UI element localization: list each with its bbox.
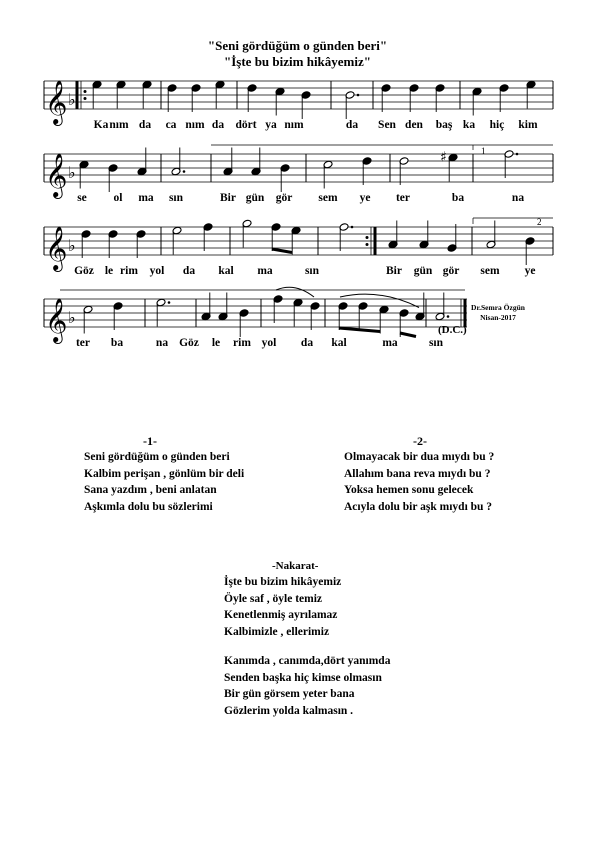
lyric-syllable: dört <box>235 119 257 131</box>
lyric-syllable: nım <box>185 119 205 131</box>
lyric-syllable: rim <box>120 265 138 277</box>
lyric-syllable: ter <box>395 192 411 204</box>
refrain-line: Kenetlenmiş ayrılamaz <box>224 609 338 621</box>
lyric-syllable: gör <box>442 265 460 277</box>
first-ending-number: 1 <box>481 146 486 156</box>
refrain-line: Kalbimizle , ellerimiz <box>224 625 330 638</box>
composer-name: Dr.Semra Özgün <box>471 303 525 312</box>
flat-key-signature-icon: ♭ <box>68 163 76 182</box>
verse-2 <box>344 449 494 515</box>
lyric-syllable: ca <box>165 119 177 131</box>
note-dot <box>168 301 171 304</box>
song-subtitle: "İşte bu bizim hikâyemiz" <box>224 54 371 69</box>
lyric-syllable: den <box>405 119 423 131</box>
flat-key-signature-icon: ♭ <box>68 90 76 109</box>
sharp-accidental-icon: ♯ <box>440 149 447 166</box>
lyric-syllable: da <box>138 119 152 131</box>
verse-2-line: Allahım bana reva mıydı bu ? <box>344 467 491 480</box>
lyrics-line-1 <box>0 119 595 135</box>
lyric-syllable: sem <box>318 192 338 204</box>
lyric-syllable: ol <box>113 192 123 204</box>
lyric-syllable: da <box>345 119 359 131</box>
beam <box>339 328 380 332</box>
verse-2-line: Olmayacak bir dua mıydı bu ? <box>344 451 495 463</box>
second-ending-number: 2 <box>537 217 542 227</box>
lyric-syllable: Sen <box>378 119 396 131</box>
note-dot <box>357 94 360 97</box>
lyric-syllable: gör <box>275 192 293 204</box>
lyric-syllable: na <box>155 337 169 349</box>
lyric-syllable: na <box>511 192 525 204</box>
composer-credit <box>468 303 528 323</box>
lyric-syllable: ye <box>359 192 371 204</box>
lyric-syllable: sem <box>480 265 500 277</box>
lyric-syllable: kal <box>331 337 347 349</box>
lyric-syllable: rim <box>233 337 251 349</box>
repeat-dot <box>366 243 369 246</box>
refrain-line: Öyle saf , öyle temiz <box>224 592 323 605</box>
slur <box>340 294 419 307</box>
lyric-syllable: ma <box>138 192 154 204</box>
lyric-syllable: ba <box>451 192 465 204</box>
lyric-syllable: yol <box>149 265 165 277</box>
treble-clef-icon: 𝄞 <box>45 226 68 270</box>
lyric-syllable: kim <box>518 119 538 131</box>
lyric-syllable: sın <box>304 265 320 277</box>
lyric-syllable: Göz <box>179 337 199 349</box>
verse-2-heading: -2- <box>413 434 427 448</box>
lyric-syllable: ma <box>257 265 273 277</box>
refrain-stanza-1 <box>224 574 341 640</box>
treble-clef-icon: 𝄞 <box>45 298 68 342</box>
composition-date: Nisan-2017 <box>480 313 516 322</box>
verse-1-line: Aşkımla dolu bu sözlerimi <box>84 500 213 513</box>
lyric-syllable: ter <box>75 337 91 349</box>
treble-clef-icon: 𝄞 <box>45 153 68 197</box>
lyric-syllable: da <box>211 119 225 131</box>
lyric-syllable: sın <box>168 192 184 204</box>
lyric-syllable: se <box>77 192 87 204</box>
lyric-syllable: le <box>104 265 114 277</box>
lyrics-line-3 <box>0 265 595 281</box>
lyric-syllable: ba <box>110 337 124 349</box>
repeat-dot <box>84 90 87 93</box>
note-dot <box>516 153 519 156</box>
lyric-syllable: Ka <box>93 119 109 131</box>
lyric-syllable: da <box>182 265 196 277</box>
repeat-dot <box>84 97 87 100</box>
verse-1-line: Kalbim perişan , gönlüm bir deli <box>84 467 245 480</box>
refrain-line: Gözlerim yolda kalmasın . <box>224 704 354 717</box>
note-dot <box>351 226 354 229</box>
verse-1 <box>84 449 244 515</box>
verse-1-line: Sana yazdım , beni anlatan <box>84 484 217 496</box>
lyric-syllable: kal <box>218 265 234 277</box>
lyric-syllable: le <box>211 337 221 349</box>
lyric-syllable: da <box>300 337 314 349</box>
verse-1-line: Seni gördüğüm o günden beri <box>84 451 230 463</box>
refrain-line: Senden başka hiç kimse olmasın <box>224 671 382 684</box>
lyric-syllable: ye <box>524 265 536 277</box>
lyric-syllable: nım <box>284 119 304 131</box>
lyric-syllable: hiç <box>489 119 505 131</box>
lyric-syllable: sın <box>428 337 444 349</box>
flat-key-signature-icon: ♭ <box>68 308 76 327</box>
lyric-syllable: ka <box>462 119 476 131</box>
lyric-syllable: yol <box>261 337 277 349</box>
lyric-syllable: ya <box>265 119 277 131</box>
refrain-heading: -Nakarat- <box>272 560 319 572</box>
lyric-syllable: ma <box>382 337 398 349</box>
beam <box>400 333 416 337</box>
lyric-syllable: Bir <box>220 192 236 204</box>
lyric-syllable: gün <box>413 265 433 277</box>
lyric-syllable: baş <box>435 119 453 131</box>
refrain-line: Kanımda , canımda,dört yanımda <box>224 655 391 667</box>
song-title: "Seni gördüğüm o günden beri" <box>207 38 388 53</box>
note-dot <box>447 315 450 318</box>
flat-key-signature-icon: ♭ <box>68 236 76 255</box>
beam <box>272 249 292 253</box>
refrain-stanza-2 <box>224 653 390 719</box>
lyrics-line-4 <box>0 337 595 353</box>
lyric-syllable: nım <box>109 119 129 131</box>
lyrics-line-2 <box>0 192 595 208</box>
verse-1-heading: -1- <box>143 434 157 448</box>
refrain-line: Bir gün görsem yeter bana <box>224 688 355 700</box>
note-dot <box>183 170 186 173</box>
repeat-dot <box>366 236 369 239</box>
refrain-line: İşte bu bizim hikâyemiz <box>224 576 342 588</box>
lyric-syllable: Göz <box>74 265 94 277</box>
lyric-syllable: Bir <box>386 265 402 277</box>
verse-2-line: Yoksa hemen sonu gelecek <box>344 484 474 496</box>
lyric-syllable: gün <box>245 192 265 204</box>
treble-clef-icon: 𝄞 <box>45 80 68 124</box>
verse-2-line: Acıyla dolu bir aşk mıydı bu ? <box>344 500 493 513</box>
da-capo-mark: (D.C.) <box>438 324 467 336</box>
slur <box>276 287 314 297</box>
